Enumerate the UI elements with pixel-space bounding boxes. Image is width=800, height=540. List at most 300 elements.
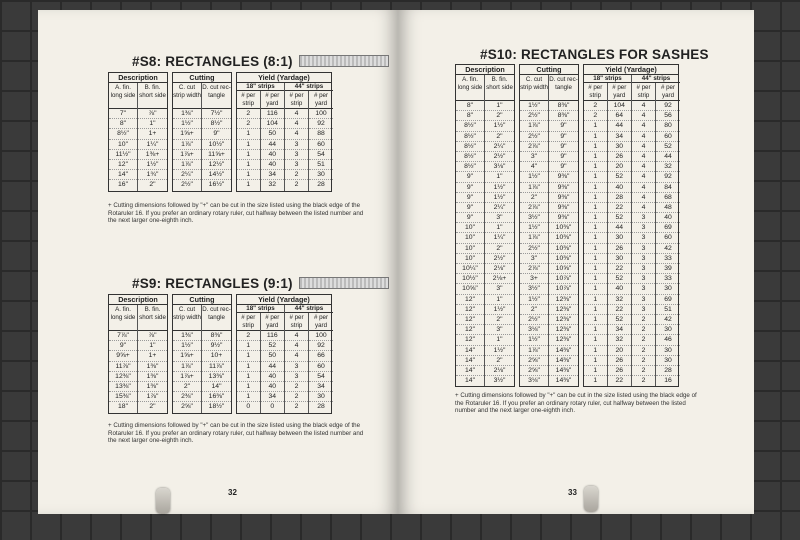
s8-cell-y44y: 100 — [309, 109, 333, 119]
s8-cell-y18y: 116 — [261, 109, 284, 119]
s10-cell-y44s: 4 — [632, 162, 655, 172]
s8-cell-y44y: 30 — [309, 170, 333, 180]
s8-cell-y18s: 2 — [237, 119, 260, 129]
s8-col-y44y — [309, 91, 333, 191]
s8-col-y44s — [285, 91, 309, 191]
s9-cell-a: 18" — [118, 403, 128, 411]
page-left — [38, 10, 398, 514]
s10-cell-y44y: 44 — [656, 152, 680, 162]
s10-cell-a: 14" — [456, 356, 484, 366]
s9-col-y18s — [237, 313, 261, 413]
s10-cell-y18s: 1 — [584, 254, 607, 264]
s9-cell-y44y: 34 — [309, 382, 333, 392]
s9-cell-y44s: 3 — [285, 362, 308, 372]
s10-cell-c: 3+ — [520, 274, 548, 284]
s10-cut-group — [519, 64, 579, 387]
s10-cell-c: 1⅞" — [520, 233, 548, 243]
s8-cell-d: 16½" — [208, 181, 225, 189]
s10-col-c-header: C. cut strip width — [520, 75, 548, 101]
s9-yield-44 — [285, 305, 333, 413]
s10-cell-y18y: 26 — [608, 366, 631, 376]
s10-cell-d: 12⅜" — [549, 295, 578, 305]
s10-cell-d: 9" — [549, 121, 578, 131]
s10-cell-b: 1" — [485, 223, 514, 233]
s10-yield-header: Yield (Yardage) — [584, 65, 678, 75]
s10-cell-y44y: 33 — [656, 274, 680, 284]
s9-cell-a: 12⅜" — [109, 372, 137, 382]
s10-cell-b: 3" — [485, 284, 514, 294]
s10-yield-44-cols — [632, 83, 680, 386]
s9-cell-a: 11⅞" — [109, 362, 137, 372]
s9-cell-y18y: 34 — [261, 392, 284, 402]
s10-cell-d: 9" — [549, 142, 578, 152]
s8-yield-44-cols — [285, 91, 333, 191]
s10-cell-y44s: 2 — [632, 366, 655, 376]
s9-cell-y18y: 40 — [261, 382, 284, 392]
s9-title — [132, 276, 389, 291]
s9-cell-y44y: 100 — [309, 331, 333, 341]
s10-cell-y44y: 30 — [656, 284, 680, 294]
s8-cell-y44y: 88 — [309, 129, 333, 139]
s9-cell-c: 1⅞+ — [173, 372, 201, 382]
s9-cell-y18y: 40 — [261, 372, 284, 382]
s9-cell-c: 1⅞" — [173, 362, 201, 372]
s10-cell-b: 2¼" — [485, 203, 514, 213]
s10-cell-y18s: 1 — [584, 346, 607, 356]
s10-cell-y18s: 1 — [584, 305, 607, 315]
s10-cell-c: 1⅞" — [520, 183, 548, 193]
s10-yield-44 — [632, 75, 680, 386]
s9-cell-y18y: 52 — [261, 341, 284, 351]
s8-cell-y18y: 104 — [261, 119, 284, 129]
s10-cell-y44s: 4 — [632, 172, 655, 182]
s10-cell-y18y: 20 — [608, 346, 631, 356]
s9-cell-y44s: 4 — [285, 351, 308, 361]
s9-cell-y44s: 3 — [285, 372, 308, 382]
s10-cell-d: 10⅜" — [549, 244, 578, 254]
s9-cell-a: 15⅜" — [109, 392, 137, 402]
s10-cell-y44y: 16 — [664, 377, 672, 385]
s9-col-b — [138, 305, 167, 413]
s10-cell-y18s: 1 — [584, 203, 607, 213]
s8-yield-18-header: 18" strips — [237, 83, 284, 91]
s10-cell-a: 14" — [456, 366, 484, 376]
s8-cell-b: ⅞" — [138, 109, 167, 119]
s10-cell-b: 2⅛+ — [485, 274, 514, 284]
s10-cell-b: 2" — [485, 132, 514, 142]
s9-cell-a: 7⅞" — [109, 331, 137, 341]
s10-cell-y18y: 40 — [608, 183, 631, 193]
s8-cell-y18s: 1 — [237, 150, 260, 160]
s10-yield-18-cols — [584, 83, 631, 386]
s10-col-d-header: D. cut rec- tangle — [549, 75, 578, 101]
s10-cell-y44y: 68 — [656, 193, 680, 203]
page-number-left: 32 — [228, 488, 237, 497]
s9-cell-y18y: 44 — [261, 362, 284, 372]
s10-cell-y18s: 1 — [584, 152, 607, 162]
s10-cell-y18s: 1 — [584, 335, 607, 345]
s8-col-c-header: C. cut strip width — [173, 83, 201, 109]
s9-yield-18 — [237, 305, 285, 413]
s8-cell-y44y: 28 — [317, 181, 325, 189]
s9-col-y18y — [261, 313, 284, 413]
s8-col-y18s-header: # per strip — [237, 91, 260, 109]
s9-yield-18-cols — [237, 313, 284, 413]
s10-cell-y18y: 22 — [615, 377, 624, 385]
s9-col-a-header: A. fin. long side — [109, 305, 137, 331]
s10-cell-y18s: 1 — [584, 233, 607, 243]
s9-col-y18y-header: # per yard — [261, 313, 284, 331]
s10-cell-c: 1½" — [520, 335, 548, 345]
s10-cell-c: 1½" — [520, 172, 548, 182]
s10-col-d — [549, 75, 578, 386]
s9-cell-b: 1⅞" — [138, 392, 167, 402]
s10-cell-d: 9⅜" — [549, 172, 578, 182]
s10-cell-y18s: 1 — [584, 274, 607, 284]
s10-cell-y44y: 30 — [656, 356, 680, 366]
s10-col-b — [485, 75, 514, 386]
s10-cell-b: 1½" — [485, 305, 514, 315]
s10-yield-18-header: 18" strips — [584, 75, 631, 83]
s10-cell-y44s: 3 — [632, 264, 655, 274]
s10-cell-y44s: 4 — [632, 132, 655, 142]
s10-cell-y44s: 3 — [632, 305, 655, 315]
s8-cell-c: 1⅞+ — [173, 150, 201, 160]
s10-cell-c: 2⅞" — [520, 142, 548, 152]
s8-cell-y44s: 4 — [285, 119, 308, 129]
s10-cell-b: 3" — [485, 213, 514, 223]
s10-cell-y44s: 4 — [632, 101, 655, 111]
s9-cell-a: 9" — [109, 341, 137, 351]
s10-cell-d: 10⅜" — [549, 223, 578, 233]
s8-cell-b: 2" — [149, 181, 156, 189]
s10-cell-a: 10" — [456, 223, 484, 233]
s9-cell-c: 2⅜" — [173, 392, 201, 402]
s10-cell-y44y: 30 — [656, 325, 680, 335]
s8-cell-y44s: 4 — [285, 129, 308, 139]
s10-cell-d: 12⅜" — [549, 315, 578, 325]
s10-cell-y44y: 84 — [656, 183, 680, 193]
s9-cell-b: 1⅜" — [138, 362, 167, 372]
s9-cell-y44y: 92 — [309, 341, 333, 351]
s8-cell-c: 2¼" — [173, 170, 201, 180]
s10-yield-44-header: 44" strips — [632, 75, 680, 83]
s8-cell-y44y: 51 — [309, 160, 333, 170]
s10-cell-y18y: 22 — [608, 305, 631, 315]
s8-title-swatch — [299, 55, 389, 67]
s10-cell-y44y: 51 — [656, 305, 680, 315]
s9-desc-group — [108, 294, 168, 414]
s10-cell-d: 12⅜" — [549, 305, 578, 315]
s10-cell-y18s: 1 — [584, 366, 607, 376]
s8-col-b — [138, 83, 167, 191]
s10-cell-y44s: 2 — [632, 325, 655, 335]
s10-cell-c: 2⅞" — [520, 203, 548, 213]
s10-col-y18s — [584, 83, 608, 386]
s9-title-text: #S9: RECTANGLES (9:1) — [132, 276, 293, 291]
s10-cell-b: 3⅛" — [485, 162, 514, 172]
s10-cut-cols — [520, 75, 578, 386]
s8-cell-y44y: 60 — [309, 140, 333, 150]
s10-cell-c: 2⅝" — [520, 356, 548, 366]
s8-cell-y18s: 1 — [246, 181, 251, 189]
s10-cell-a: 9" — [456, 203, 484, 213]
s9-yield-subgrid — [237, 305, 331, 413]
s10-cell-y18s: 1 — [584, 172, 607, 182]
s10-cell-y44s: 2 — [632, 356, 655, 366]
s10-cell-c: 1½" — [520, 295, 548, 305]
s8-cell-b: 1¾" — [138, 170, 167, 180]
s8-yield-group — [236, 72, 332, 192]
s10-cell-y18s: 1 — [584, 284, 607, 294]
s10-yield-group — [583, 64, 679, 387]
s9-cell-b: ⅞" — [138, 331, 167, 341]
s10-cell-y18s: 1 — [584, 142, 607, 152]
s8-col-b-header: B. fin. short side — [138, 83, 167, 109]
s10-cell-y18s: 2 — [584, 111, 607, 121]
s9-cell-y18y: 116 — [261, 331, 284, 341]
s9-cell-c: 2⅝" — [181, 403, 193, 411]
s9-title-swatch — [299, 277, 389, 289]
s8-note: + Cutting dimensions followed by "+" can be cut in the size listed using the black edge of the Rotaruler 16. If you prefer an ordinary rotary ruler, cut halfway between the listed number and the next larger one-eighth inch. — [108, 202, 364, 224]
s9-cell-b: 1⅜" — [138, 382, 167, 392]
s10-cell-y44y: 33 — [656, 254, 680, 264]
s8-cell-d: 9" — [202, 129, 231, 139]
s8-cell-d: 10½" — [202, 140, 231, 150]
s10-cell-a: 12" — [456, 295, 484, 305]
s8-cell-y18y: 44 — [261, 140, 284, 150]
s10-cell-y18y: 34 — [608, 132, 631, 142]
s8-cell-y18s: 1 — [237, 140, 260, 150]
s10-cell-c: 2½" — [520, 244, 548, 254]
s10-cell-a: 8½" — [456, 121, 484, 131]
s9-cell-y18s: 1 — [237, 341, 260, 351]
s10-cell-b: 1½" — [485, 183, 514, 193]
page-right — [398, 10, 754, 514]
s9-cell-y44s: 2 — [294, 403, 299, 411]
s10-cell-a: 8½" — [456, 152, 484, 162]
s10-cell-d: 9⅜" — [549, 183, 578, 193]
s10-cell-y18y: 32 — [608, 335, 631, 345]
s10-cell-y18y: 30 — [608, 142, 631, 152]
s10-cell-b: 2⅛" — [485, 366, 514, 376]
s8-cell-a: 7" — [109, 109, 137, 119]
s10-cell-y18y: 30 — [608, 254, 631, 264]
s10-col-y44y-header: # per yard — [656, 83, 680, 101]
s10-cell-b: 2½" — [485, 254, 514, 264]
s10-cell-y18s: 1 — [584, 295, 607, 305]
s10-cell-b: 1½" — [485, 193, 514, 203]
s10-cell-b: 1" — [485, 295, 514, 305]
s10-cell-a: 10¼" — [456, 264, 484, 274]
s10-cell-c: 1⅞" — [520, 121, 548, 131]
s10-cell-b: 1½" — [485, 121, 514, 131]
s10-cell-y44s: 3 — [632, 254, 655, 264]
s10-cell-a: 10" — [456, 244, 484, 254]
s10-cell-y44y: 48 — [656, 203, 680, 213]
s9-cell-d: 10+ — [202, 351, 231, 361]
s9-cell-d: 13⅜" — [202, 372, 231, 382]
s9-cell-y44s: 2 — [285, 392, 308, 402]
s10-cell-y44s: 3 — [632, 244, 655, 254]
s8-yield-18-cols — [237, 91, 284, 191]
s10-cell-y18y: 34 — [608, 325, 631, 335]
s10-cell-y18y: 52 — [608, 274, 631, 284]
s8-cell-y44y: 92 — [309, 119, 333, 129]
s8-cell-y44s: 3 — [285, 160, 308, 170]
s8-cell-a: 16" — [118, 181, 128, 189]
s8-yield-44 — [285, 83, 333, 191]
s10-cell-y18s: 1 — [584, 213, 607, 223]
s9-col-d — [202, 305, 231, 413]
s9-cell-y44y: 60 — [309, 362, 333, 372]
s10-cell-y44s: 4 — [632, 111, 655, 121]
s8-cell-y18s: 1 — [237, 129, 260, 139]
s8-cell-y44y: 54 — [309, 150, 333, 160]
s10-cell-a: 10" — [456, 233, 484, 243]
s9-cell-d: 18½" — [208, 403, 225, 411]
s8-title — [132, 54, 389, 69]
s9-col-y44y-header: # per yard — [309, 313, 333, 331]
s10-cell-y18s: 1 — [584, 132, 607, 142]
s10-cut-header: Cutting — [520, 65, 578, 75]
s10-cell-y44y: 46 — [656, 335, 680, 345]
s9-note: + Cutting dimensions followed by "+" can be cut in the size listed using the black edge of the Rotaruler 16. If you prefer an ordinary rotary ruler, cut halfway between the listed number and the next larger one-eighth inch. — [108, 422, 364, 444]
s10-cell-a: 12" — [456, 305, 484, 315]
s8-cell-y44s: 2 — [285, 170, 308, 180]
s10-cell-d: 14⅜" — [549, 366, 578, 376]
s8-desc-group — [108, 72, 168, 192]
s10-cell-y18y: 26 — [608, 152, 631, 162]
s10-cell-y44y: 42 — [656, 315, 680, 325]
s10-cell-c: 3⅛" — [520, 325, 548, 335]
s8-col-a — [109, 83, 138, 191]
s10-cell-d: 10⅞" — [549, 274, 578, 284]
s8-col-y44y-header: # per yard — [309, 91, 333, 109]
s10-cell-a: 12" — [456, 315, 484, 325]
s10-cell-y18s: 1 — [584, 244, 607, 254]
s10-cell-y18s: 1 — [584, 315, 607, 325]
s10-cell-b: 2¼" — [485, 142, 514, 152]
s8-cell-c: 1⅜" — [173, 109, 201, 119]
s10-cell-y44s: 3 — [632, 213, 655, 223]
s9-yield-group — [236, 294, 332, 414]
s8-col-y18y-header: # per yard — [261, 91, 284, 109]
s10-col-c — [520, 75, 549, 386]
s10-cell-c: 3⅛" — [528, 377, 540, 385]
s10-cell-y44s: 3 — [632, 295, 655, 305]
s10-cell-c: 1½" — [520, 101, 548, 111]
s8-cell-y44s: 3 — [285, 140, 308, 150]
s10-cell-b: 3½" — [493, 377, 506, 385]
s10-cell-y44y: 92 — [656, 101, 680, 111]
s10-cell-a: 9" — [456, 193, 484, 203]
s10-desc-cols — [456, 75, 514, 386]
s10-cell-b: 1" — [485, 335, 514, 345]
s10-cell-y44y: 52 — [656, 142, 680, 152]
s8-yield-header: Yield (Yardage) — [237, 73, 331, 83]
s10-cell-y44s: 3 — [632, 223, 655, 233]
s10-cell-c: 1½" — [520, 223, 548, 233]
s10-cell-y44s: 3 — [632, 284, 655, 294]
s8-cell-y44s: 3 — [285, 150, 308, 160]
s10-cell-y18y: 22 — [608, 203, 631, 213]
s9-col-y44s — [285, 313, 309, 413]
s10-cell-a: 8" — [456, 101, 484, 111]
s10-col-b-header: B. fin. short side — [485, 75, 514, 101]
s9-col-a — [109, 305, 138, 413]
s9-cell-d: 16⅜" — [202, 392, 231, 402]
s9-cell-y18s: 1 — [237, 392, 260, 402]
s9-cell-y18s: 2 — [237, 331, 260, 341]
s9-cell-y18s: 1 — [237, 351, 260, 361]
s9-col-y44y — [309, 313, 333, 413]
s10-cell-a: 10" — [456, 254, 484, 264]
s10-cell-y18s: 1 — [584, 223, 607, 233]
s10-cell-c: 2" — [520, 305, 548, 315]
s10-cell-d: 14⅜" — [549, 346, 578, 356]
s8-cell-c: 1⅞" — [173, 160, 201, 170]
s9-desc-header: Description — [109, 295, 167, 305]
s10-cell-d: 9⅜" — [549, 193, 578, 203]
s10-cell-y44s: 2 — [632, 346, 655, 356]
s9-cell-a: 9⅝+ — [109, 351, 137, 361]
s10-col-y44y — [656, 83, 680, 386]
s10-yield-subgrid — [584, 75, 678, 386]
s10-cell-b: 2" — [485, 111, 514, 121]
s10-cell-y18y: 28 — [608, 193, 631, 203]
s10-cell-y18y: 104 — [608, 101, 631, 111]
s10-cell-c: 3½" — [520, 213, 548, 223]
s10-cell-y44s: 4 — [632, 142, 655, 152]
s10-cell-c: 3½" — [520, 284, 548, 294]
s10-cell-a: 12" — [456, 335, 484, 345]
s8-col-a-header: A. fin. long side — [109, 83, 137, 109]
s9-cell-b: 1" — [138, 341, 167, 351]
s9-cell-d: 9½" — [202, 341, 231, 351]
s10-cell-y18y: 52 — [608, 213, 631, 223]
s10-cell-y44y: 69 — [656, 223, 680, 233]
s10-title: #S10: RECTANGLES FOR SASHES — [480, 47, 709, 62]
s8-cell-a: 14" — [109, 170, 137, 180]
s10-cell-c: 3" — [520, 254, 548, 264]
s10-cell-d: 9" — [549, 162, 578, 172]
s10-cell-y18y: 44 — [608, 121, 631, 131]
s10-cell-c: 4" — [520, 162, 548, 172]
s9-cell-y44s: 4 — [285, 331, 308, 341]
s10-col-y18y-header: # per yard — [608, 83, 631, 101]
s10-cell-a: 8½" — [456, 132, 484, 142]
s10-cell-c: 2" — [520, 193, 548, 203]
s10-cell-y18y: 52 — [608, 172, 631, 182]
s8-cell-y18y: 50 — [261, 129, 284, 139]
s10-cell-y44s: 4 — [632, 193, 655, 203]
s10-cell-a: 8½" — [456, 142, 484, 152]
s8-cell-a: 11½" — [109, 150, 137, 160]
s8-desc-header: Description — [109, 73, 167, 83]
s8-cell-c: 1⅝+ — [173, 129, 201, 139]
s10-cell-y18s: 1 — [584, 325, 607, 335]
s10-cell-y44y: 80 — [656, 121, 680, 131]
s10-cell-a: 8" — [456, 111, 484, 121]
s8-cell-d: 11⅝+ — [202, 150, 231, 160]
s10-cell-d: 9" — [549, 152, 578, 162]
s8-cell-b: 1⅜+ — [138, 150, 167, 160]
s9-cell-y18y: 50 — [261, 351, 284, 361]
s8-desc-cols — [109, 83, 167, 191]
s10-cell-b: 1" — [485, 172, 514, 182]
s8-cell-d: 14½" — [202, 170, 231, 180]
